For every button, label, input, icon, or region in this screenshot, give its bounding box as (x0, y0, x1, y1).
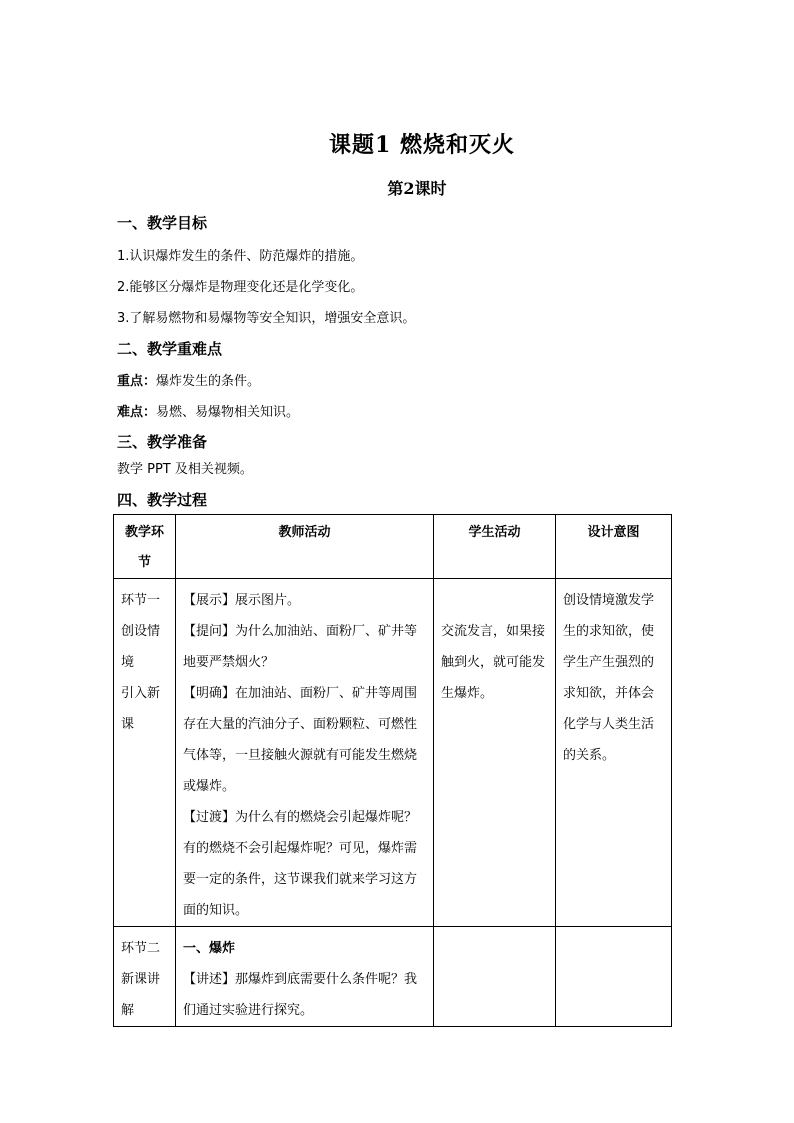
focus-text: 爆炸发生的条件。 (156, 374, 261, 389)
stage-line: 引入新课 (121, 686, 161, 732)
teacher-subheading: 一、爆炸 (183, 941, 236, 956)
difficulty-text: 易燃、易爆物相关知识。 (156, 405, 300, 420)
difficulty-label: 难点： (117, 405, 157, 420)
teaching-process-table (113, 514, 672, 1027)
header-student: 学生活动 (434, 515, 556, 579)
header-stage: 教学环节 (114, 515, 176, 579)
section-heading-process: 四、教学过程 (117, 491, 208, 509)
page-subtitle: 第2课时 (387, 179, 447, 198)
focus-line (117, 370, 260, 389)
objective-item: 2.能够区分爆炸是物理变化还是化学变化。 (117, 280, 364, 295)
section-heading-key-points: 二、教学重难点 (117, 340, 223, 358)
teacher-paragraph: 【提问】为什么加油站、面粉厂、矿井等地要严禁烟火？ (183, 624, 418, 670)
difficulty-line (117, 401, 299, 420)
header-intent: 设计意图 (556, 515, 672, 579)
teacher-paragraph: 【展示】展示图片。 (183, 593, 301, 608)
stage-cell (114, 579, 176, 927)
section-heading-objectives: 一、教学目标 (117, 214, 208, 232)
student-cell (434, 927, 556, 1027)
objective-item: 3.了解易燃物和易爆物等安全知识，增强安全意识。 (117, 311, 416, 326)
table-row (114, 579, 672, 927)
intent-cell (556, 927, 672, 1027)
stage-line: 环节二 (121, 941, 161, 956)
table-header-row (114, 515, 672, 579)
objective-item: 1.认识爆炸发生的条件、防范爆炸的措施。 (117, 249, 364, 264)
stage-line: 新课讲解 (121, 972, 161, 1018)
stage-line: 创设情境 (121, 624, 161, 670)
focus-label: 重点： (117, 374, 157, 389)
section-heading-preparation: 三、教学准备 (117, 433, 208, 451)
student-text: 交流发言，如果接触到火，就可能发生爆炸。 (441, 624, 546, 701)
page-title: 课题1 燃烧和灭火 (329, 132, 515, 158)
intent-cell (556, 579, 672, 927)
intent-text: 创设情境激发学生的求知欲，使学生产生强烈的求知欲，并体会化学与人类生活的关系。 (563, 593, 655, 763)
teacher-cell (176, 927, 434, 1027)
teacher-paragraph: 【讲述】那爆炸到底需要什么条件呢？我们通过实验进行探究。 (183, 972, 418, 1018)
stage-line: 环节一 (121, 593, 161, 608)
preparation-text: 教学 PPT 及相关视频。 (117, 462, 253, 477)
stage-cell (114, 927, 176, 1027)
teacher-paragraph: 【明确】在加油站、面粉厂、矿井等周围存在大量的汽油分子、面粉颗粒、可燃性气体等，一旦接触火源就有可能发生燃烧或爆炸。 (183, 686, 418, 794)
header-teacher: 教师活动 (176, 515, 434, 579)
student-cell (434, 579, 556, 927)
teacher-paragraph: 【过渡】为什么有的燃烧会引起爆炸呢？有的燃烧不会引起爆炸呢？可见，爆炸需要一定的条件，这节课我们就来学习这方面的知识。 (183, 810, 418, 918)
teacher-cell (176, 579, 434, 927)
table-row (114, 927, 672, 1027)
